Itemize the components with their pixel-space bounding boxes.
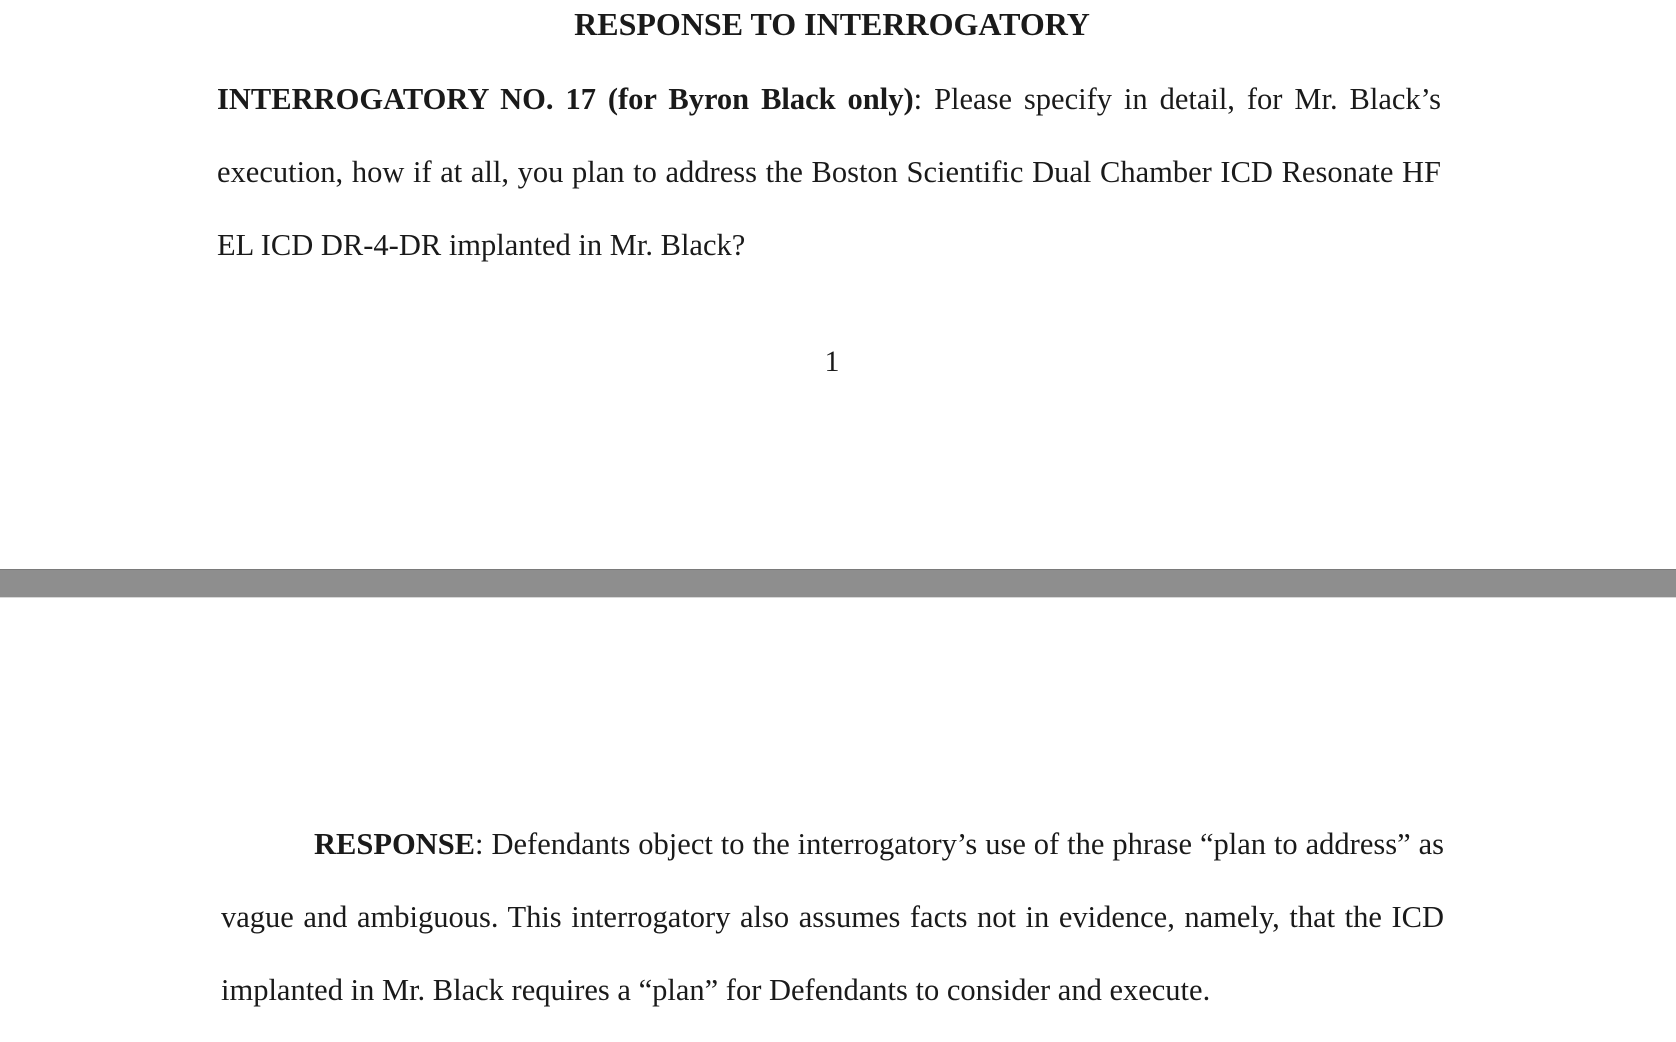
page-break-gap [0, 569, 1676, 599]
interrogatory-separator: : [913, 82, 935, 116]
interrogatory-lead: INTERROGATORY NO. 17 (for Byron Black only) [217, 82, 914, 116]
interrogatory-paragraph [217, 63, 1441, 282]
response-separator: : [475, 827, 492, 861]
response-lead: RESPONSE [314, 827, 476, 861]
response-paragraph [221, 808, 1444, 1027]
interrogatory-text: Please specify in detail, for Mr. Black’s execution, how if at all, you plan to address the Boston Scientific Dual Chamber ICD Resonate HF EL ICD DR-4-DR implanted in Mr. Black? [217, 82, 1441, 262]
document-heading: RESPONSE TO INTERROGATORY [574, 6, 1090, 42]
page-number: 1 [824, 345, 840, 378]
response-text: Defendants object to the interrogatory’s use of the phrase “plan to address” as vague and ambiguous. This interrogatory also assumes facts not in evidence, namely, that the ICD implanted in Mr. Black requires a “plan” for Defendants to consider and execute. [221, 827, 1444, 1007]
